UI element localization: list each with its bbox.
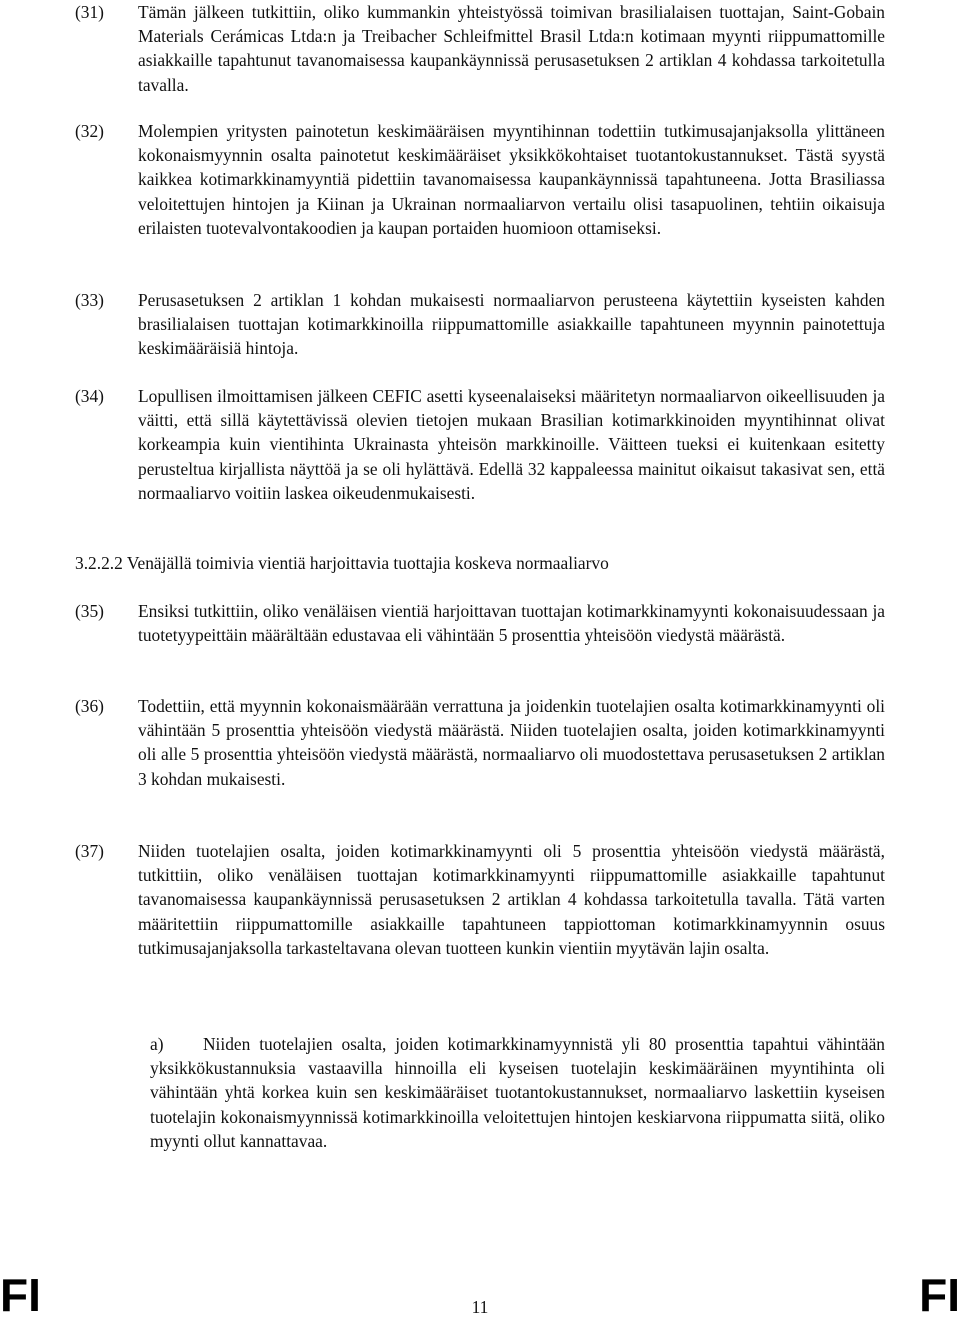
section-heading: 3.2.2.2 Venäjällä toimivia vientiä harjoittavia tuottajia koskeva normaaliarvo — [75, 553, 609, 573]
paragraph-text: Todettiin, että myynnin kokonaismäärään verrattuna ja joidenkin tuotelajien osalta kotimarkkinamyynti oli vähintään 5 prosenttia yhteisöön viedystä määrästä. Niiden tuotelajien osalta, joiden kotimarkkinamyynti oli alle 5 prosenttia yhteisöön viedystä määrästä, normaaliarvo oli muodostettava perusasetuksen 2 artiklan 3 kohdan mukaisesti. — [138, 696, 885, 789]
paragraph-text: Ensiksi tutkittiin, oliko venäläisen vientiä harjoittavan tuottajan kotimarkkinamyynti kokonaisuudessaan ja tuotetyypeittäin määrältään edustavaa eli vähintään 5 prosenttia yhteisöön viedystä määrästä. — [138, 601, 885, 646]
paragraph-text: Perusasetuksen 2 artiklan 1 kohdan mukaisesti normaaliarvon perusteena käytettiin kyseisten kahden brasilialaisen tuottajan kotimarkkinoilla riippumattomille asiakkaille tapahtuneen myynnin painotettuja keskimääräisiä hintoja. — [138, 290, 885, 359]
paragraph-33 — [75, 288, 885, 361]
paragraph-text: Molempien yritysten painotetun keskimääräisen myyntihinnan todettiin tutkimusajanjaksolla ylittäneen kokonaismyynnin osalta painotetut keskimääräiset yksikkökohtaiset tuotantokustannukset. Tästä syystä kaikkea kotimarkkinamyyntiä pidettiin tavanomaisessa kaupankäynnissä tapahtuneena. Jotta Brasiliassa veloitettujen hintojen ja Kiinan ja Ukrainan normaaliarvon vertailu olisi tasapuolinen, tehtiin oikaisuja erilaisten tuotevalvontakoodien ja kaupan portaiden huomioon ottamiseksi. — [138, 121, 885, 238]
paragraph-text: Tämän jälkeen tutkittiin, oliko kummankin yhteistyössä toimivan brasilialaisen tuottajan, Saint-Gobain Materials Cerámicas Ltda:n ja Treibacher Schleifmittel Brasil Ltda:n kotimaan myynti riippumattomille asiakkaille tapahtunut tavanomaisessa kaupankäynnissä perusasetuksen 2 artiklan 4 kohdassa tarkoitetulla tavalla. — [138, 2, 885, 95]
paragraph-text: Lopullisen ilmoittamisen jälkeen CEFIC asetti kyseenalaiseksi määritetyn normaaliarvon oikeellisuuden ja väitti, että sillä käytettävissä olevien tietojen mukaan Brasilian kotimarkkinoiden myyntihinnat olivat korkeampia kuin vientihinta Ukrainasta yhteisön markkinoille. Väitteen tueksi ei kuitenkaan esitetty perusteltua kirjallista näyttöä ja se oli hylättävä. Edellä 32 kappaleessa mainitut oikaisut takasivat sen, että normaaliarvo voitiin laskea oikeudenmukaisesti. — [138, 386, 885, 503]
footer-language-code-right: FI — [919, 1269, 960, 1321]
paragraph-number: (37) — [75, 841, 104, 861]
paragraph-35 — [75, 599, 885, 647]
subparagraph-a — [150, 1032, 885, 1153]
paragraph-number: (32) — [75, 121, 104, 141]
paragraph-number: (36) — [75, 696, 104, 716]
paragraph-36 — [75, 694, 885, 791]
paragraph-34 — [75, 384, 885, 505]
paragraph-32 — [75, 119, 885, 240]
paragraph-31 — [75, 0, 885, 97]
footer-language-code-left: FI — [0, 1269, 41, 1321]
page-number: 11 — [471, 1297, 489, 1317]
paragraph-number: (33) — [75, 290, 104, 310]
paragraph-number: (34) — [75, 386, 104, 406]
paragraph-text: Niiden tuotelajien osalta, joiden kotimarkkinamyynti oli 5 prosenttia yhteisöön viedystä määrästä, tutkittiin, oliko venäläisen tuottajan kotimarkkinamyynti riippumattomille asiakkaille tapahtunut tavanomaisessa kaupankäynnissä perusasetuksen 2 artiklan 4 kohdassa tarkoitetulla tavalla. Tätä varten määritettiin riippumattomille asiakkaille tapahtuneen tappiottoman kotimarkkinamyynnin osuus tutkimusajanjaksolla tarkasteltavana olevan tuotteen kunkin vientiin myytävän lajin osalta. — [138, 841, 885, 958]
paragraph-number: (31) — [75, 2, 104, 22]
subparagraph-label: a) — [150, 1034, 164, 1054]
subparagraph-text: Niiden tuotelajien osalta, joiden kotimarkkinamyynnistä yli 80 prosenttia tapahtui vähintään yksikkökustannuksia vastaavilla hinnoilla eli kyseisen tuotelajin keskimääräinen myyntihinta oli vähintään yhtä korkea kuin sen keskimääräiset tuotantokustannukset, normaaliarvo laskettiin kyseisen tuotelajin kokonaismyynnissä kotimarkkinoilla veloitettujen hintojen keskiarvona riippumatta siitä, oliko myynti ollut kannattavaa. — [150, 1034, 885, 1151]
paragraph-number: (35) — [75, 601, 104, 621]
paragraph-37 — [75, 839, 885, 960]
